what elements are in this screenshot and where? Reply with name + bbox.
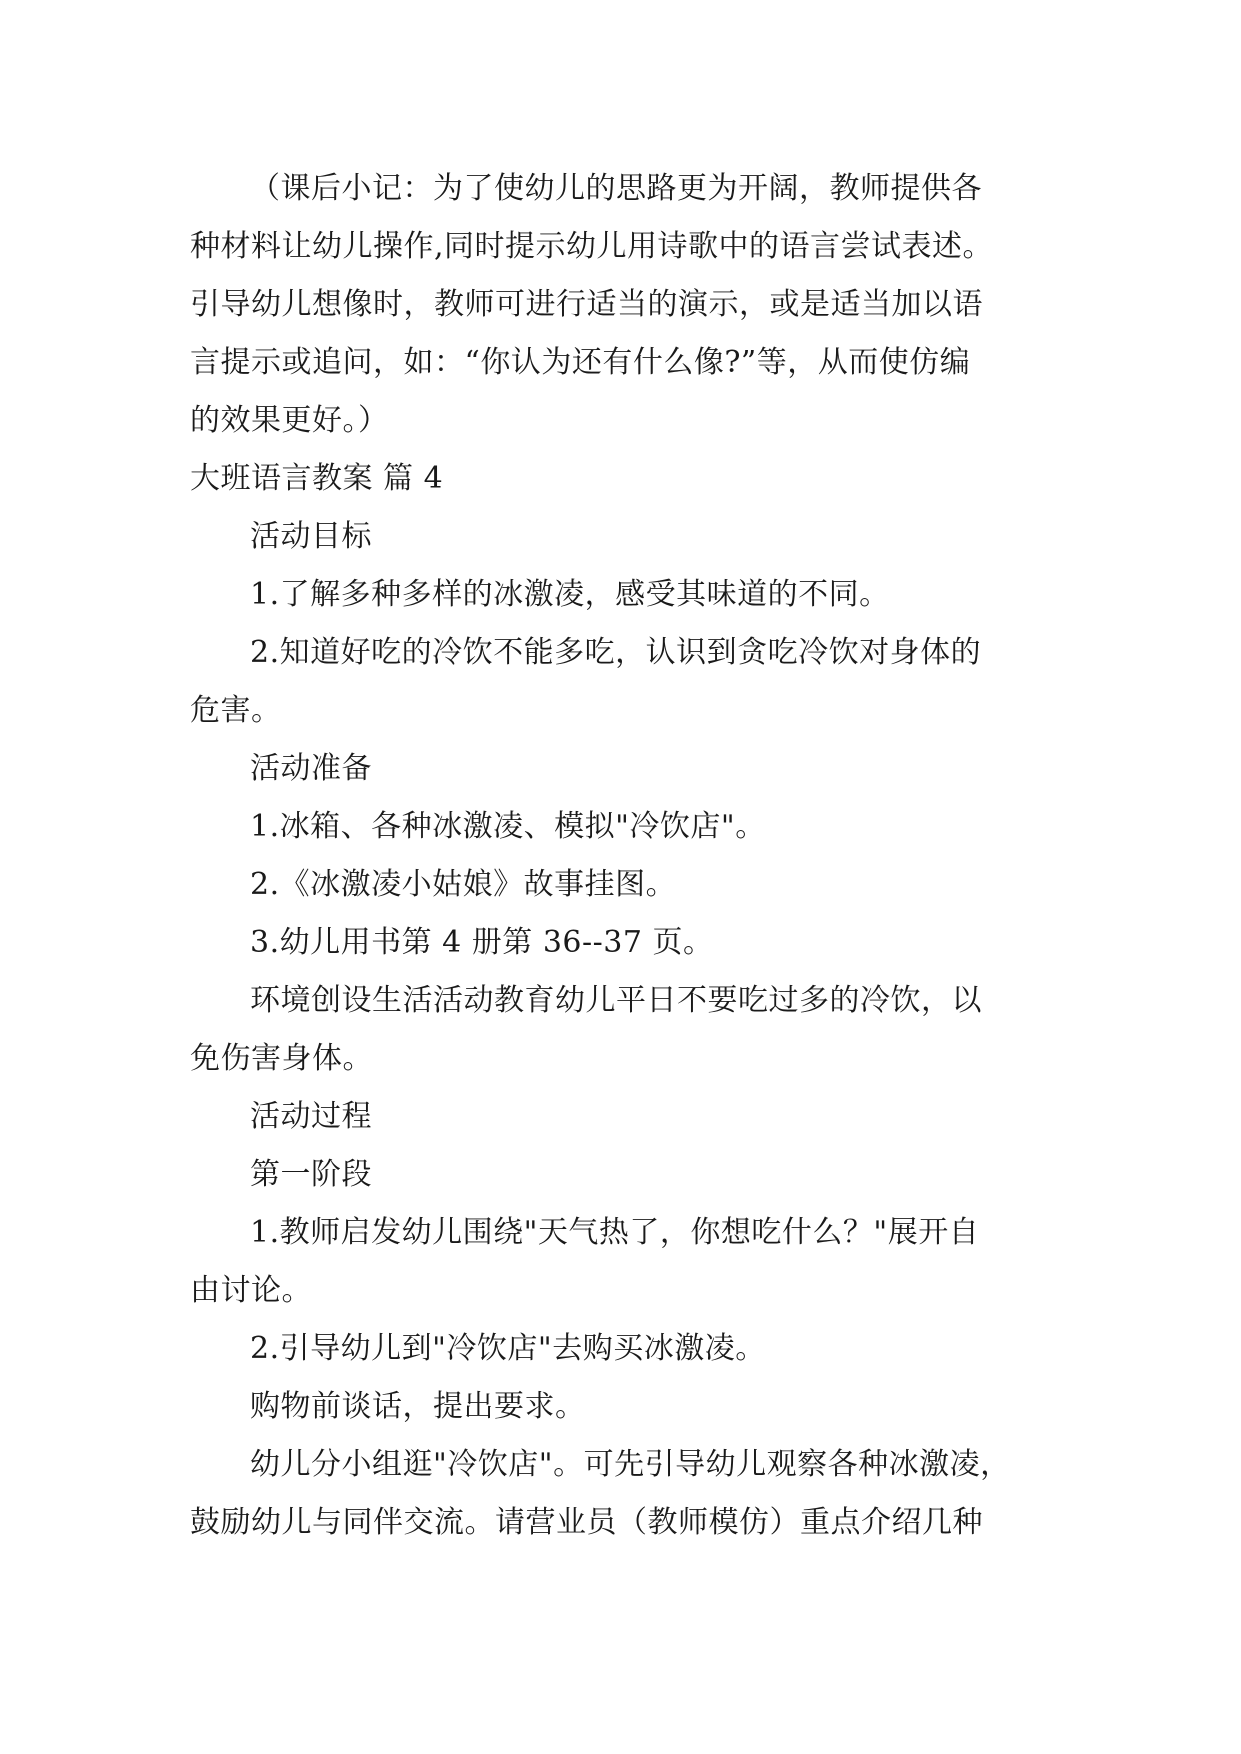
paragraph-line: （课后小记：为了使幼儿的思路更为开阔，教师提供各 (250, 171, 982, 206)
paragraph-line: 的效果更好。） (190, 403, 389, 438)
paragraph-line: 环境创设生活活动教育幼儿平日不要吃过多的冷饮，以 (250, 983, 982, 1018)
subheading-activity-preparation: 活动准备 (250, 751, 372, 786)
list-item: 1.冰箱、各种冰激凌、模拟"冷饮店"。 (250, 809, 766, 844)
paragraph-line: 由讨论。 (190, 1273, 312, 1308)
list-item: 3.幼儿用书第 4 册第 36--37 页。 (250, 925, 714, 960)
paragraph-line: 幼儿分小组逛"冷饮店"。可先引导幼儿观察各种冰激凌， (250, 1447, 1011, 1482)
list-item: 2.知道好吃的冷饮不能多吃，认识到贪吃冷饮对身体的 (250, 635, 982, 670)
paragraph-line: 引导幼儿想像时，教师可进行适当的演示，或是适当加以语 (190, 287, 983, 322)
paragraph-line: 种材料让幼儿操作,同时提示幼儿用诗歌中的语言尝试表述。 (190, 229, 994, 264)
subheading-activity-goals: 活动目标 (250, 519, 372, 554)
paragraph-line: 购物前谈话，提出要求。 (250, 1389, 586, 1424)
document-body (190, 160, 1070, 1552)
paragraph-line: 危害。 (190, 693, 282, 728)
paragraph-line: 言提示或追问，如：“你认为还有什么像?”等，从而使仿编 (190, 345, 971, 380)
list-item: 2.《冰激凌小姑娘》故事挂图。 (250, 867, 677, 902)
list-item: 1.教师启发幼儿围绕"天气热了，你想吃什么？"展开自 (250, 1215, 980, 1250)
section-title: 大班语言教案 篇 4 (190, 461, 444, 496)
subheading-stage-one: 第一阶段 (250, 1157, 372, 1192)
paragraph-line: 鼓励幼儿与同伴交流。请营业员（教师模仿）重点介绍几种 (190, 1505, 983, 1540)
paragraph-line: 免伤害身体。 (190, 1041, 373, 1076)
list-item: 2.引导幼儿到"冷饮店"去购买冰激凌。 (250, 1331, 766, 1366)
subheading-activity-process: 活动过程 (250, 1099, 372, 1134)
list-item: 1.了解多种多样的冰激凌，感受其味道的不同。 (250, 577, 890, 612)
